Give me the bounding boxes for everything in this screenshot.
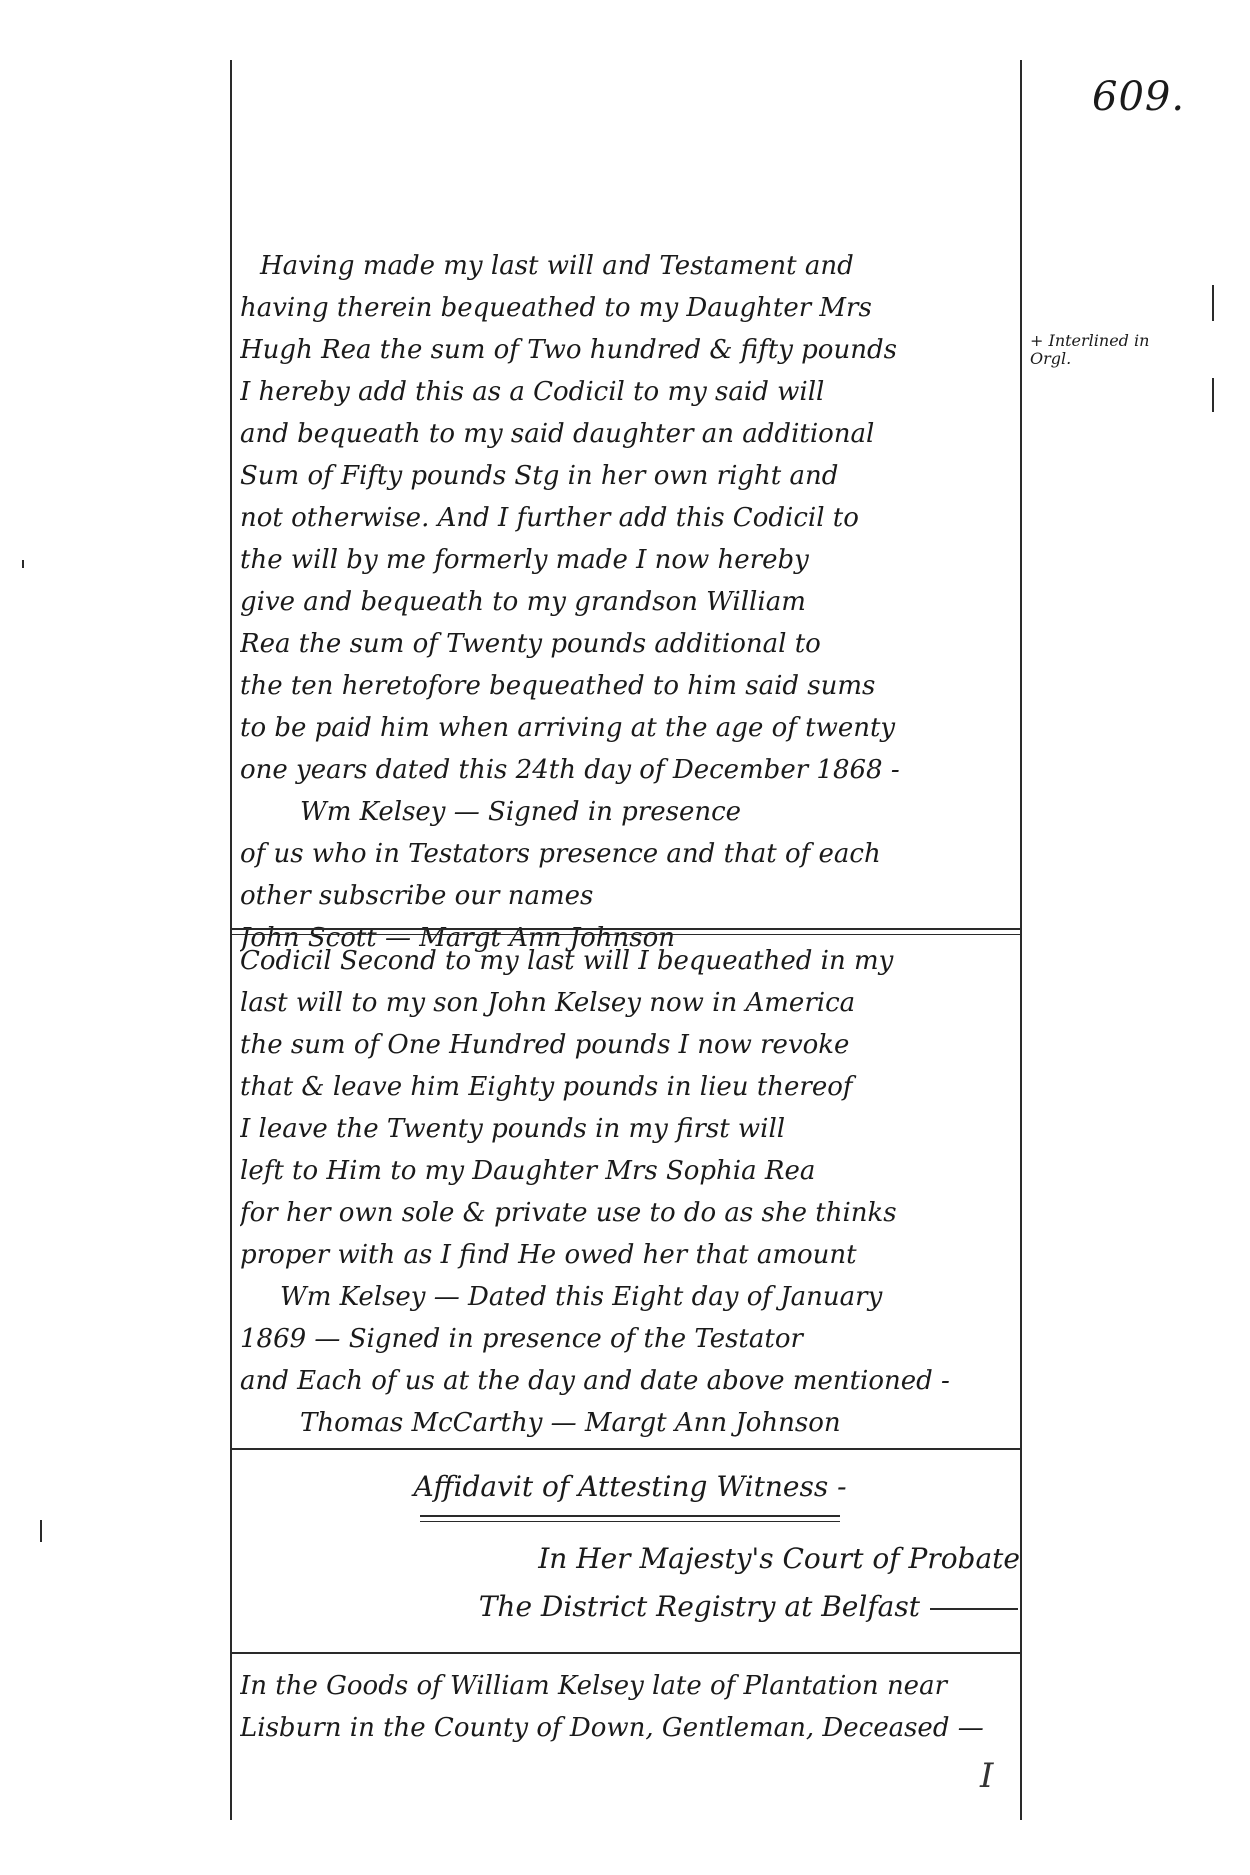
witness-line: John Scott — Margt Ann Johnson: [240, 923, 676, 953]
signature-line: Wm Kelsey — Dated this Eight day of January: [280, 1282, 883, 1312]
section-divider: [232, 1448, 1020, 1450]
text-line: one years dated this 24th day of December 1868 -: [240, 755, 900, 785]
text-line: proper with as I find He owed her that amount: [240, 1240, 857, 1270]
text-line: the will by me formerly made I now hereby: [240, 545, 809, 575]
text-line: Lisburn in the County of Down, Gentleman, Deceased —: [240, 1713, 984, 1743]
text-line: and bequeath to my said daughter an additional: [240, 419, 875, 449]
right-edge-mark: [1212, 378, 1214, 412]
second-codicil: [240, 940, 1020, 1444]
witness-line: Thomas McCarthy — Margt Ann Johnson: [300, 1408, 841, 1438]
goods-heading: [240, 1665, 1020, 1749]
text-line: 1869 — Signed in presence of the Testator: [240, 1324, 803, 1354]
text-line: having therein bequeathed to my Daughter Mrs: [240, 293, 872, 323]
left-edge-mark: [22, 560, 24, 568]
first-codicil: [240, 245, 1020, 959]
text-line: I hereby add this as a Codicil to my said will: [240, 377, 825, 407]
section-divider: [232, 1652, 1020, 1654]
text-line: last will to my son John Kelsey now in America: [240, 988, 856, 1018]
text-line: the ten heretofore bequeathed to him said sums: [240, 671, 876, 701]
text-line: for her own sole & private use to do as she thinks: [240, 1198, 897, 1228]
affidavit-title: Affidavit of Attesting Witness -: [413, 1470, 847, 1503]
page-number: 609.: [1092, 74, 1186, 120]
text-line: other subscribe our names: [240, 881, 594, 911]
text-line: Sum of Fifty pounds Stg in her own right and: [240, 461, 839, 491]
text-line: I leave the Twenty pounds in my first will: [240, 1114, 786, 1144]
text-line: of us who in Testators presence and that of each: [240, 839, 881, 869]
text-line: Rea the sum of Twenty pounds additional to: [240, 629, 821, 659]
right-edge-mark: [1212, 285, 1214, 321]
text-line: to be paid him when arriving at the age of twenty: [240, 713, 896, 743]
right-margin-rule: [1020, 60, 1022, 1820]
text-line: the sum of One Hundred pounds I now revoke: [240, 1030, 850, 1060]
text-line: that & leave him Eighty pounds in lieu thereof: [240, 1072, 853, 1102]
text-line: Hugh Rea the sum of Two hundred & fifty pounds: [240, 335, 897, 365]
registry-heading: The District Registry at Belfast: [478, 1590, 920, 1623]
catchword: I: [980, 1756, 994, 1796]
text-line: Codicil Second to my last will I bequeathed in my: [240, 946, 894, 976]
margin-note: + Interlined in Orgl.: [1030, 331, 1150, 368]
court-heading: In Her Majesty's Court of Probate: [538, 1542, 1020, 1575]
left-edge-mark: [40, 1520, 42, 1542]
text-line: In the Goods of William Kelsey late of Plantation near: [240, 1671, 948, 1701]
text-line: Having made my last will and Testament and: [260, 251, 854, 281]
title-underline: [420, 1515, 840, 1522]
text-line: left to Him to my Daughter Mrs Sophia Rea: [240, 1156, 816, 1186]
text-line: not otherwise. And I further add this Codicil to: [240, 503, 859, 533]
signature-line: Wm Kelsey — Signed in presence: [300, 797, 742, 827]
section-divider: [232, 928, 1020, 935]
text-line: give and bequeath to my grandson William: [240, 587, 806, 617]
text-line: and Each of us at the day and date above mentioned -: [240, 1366, 950, 1396]
registry-dash: [930, 1608, 1018, 1610]
left-margin-rule: [230, 60, 232, 1820]
